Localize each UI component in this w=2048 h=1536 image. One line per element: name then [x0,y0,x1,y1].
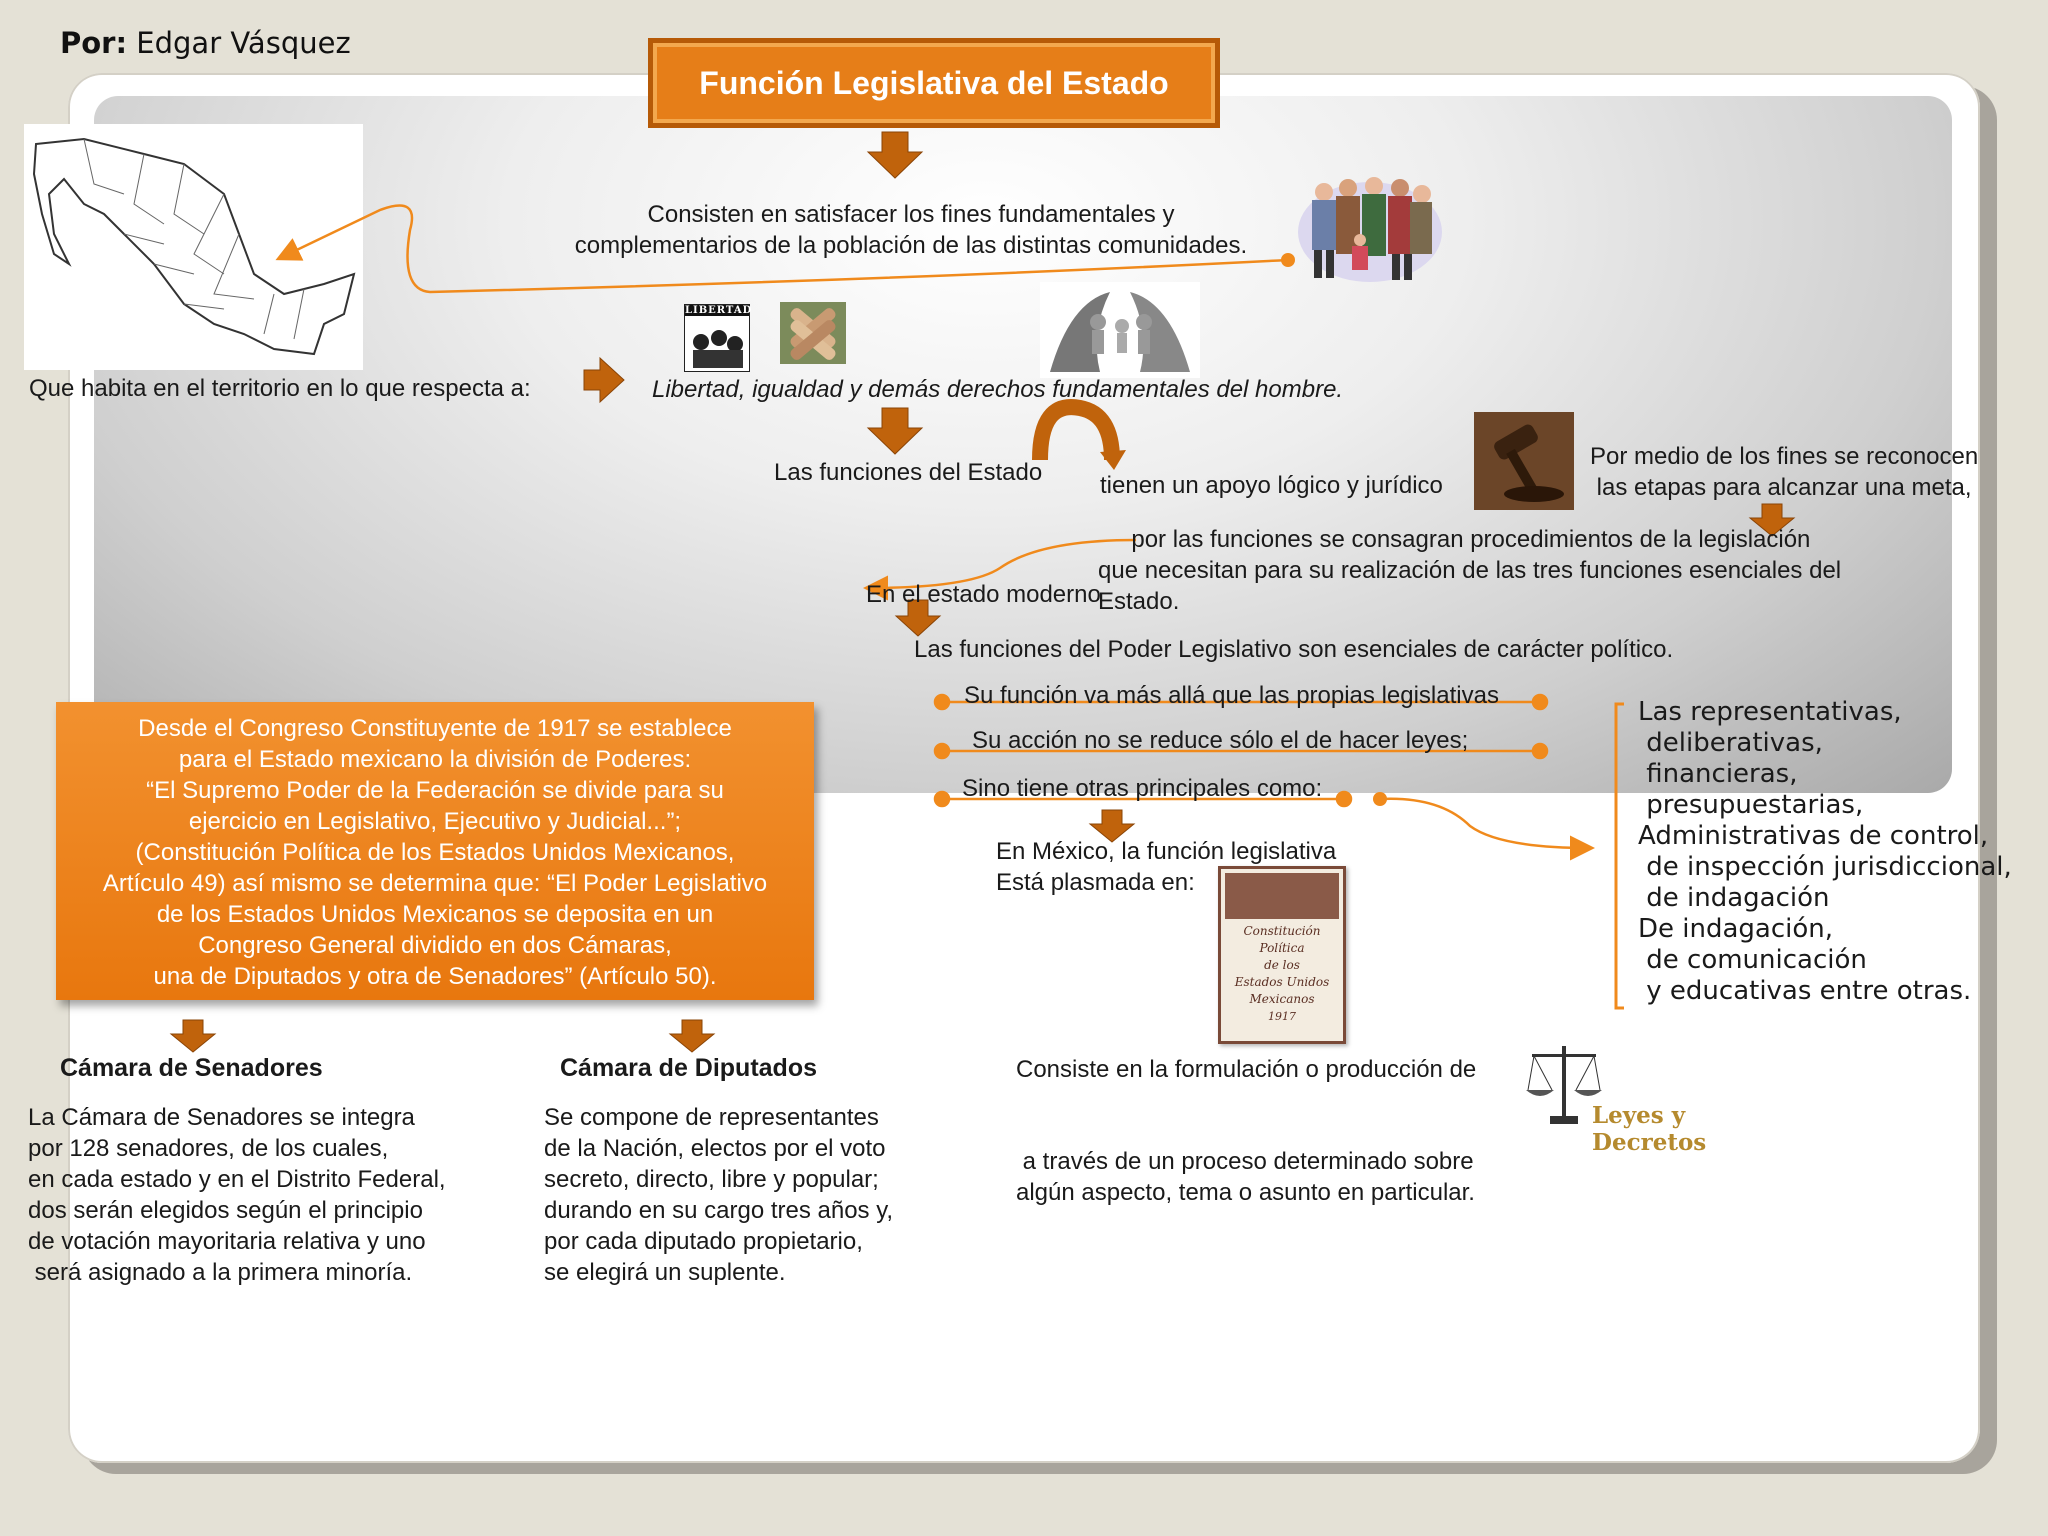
senate-text: La Cámara de Senadores se integra por 128 senadores, de los cuales, en cada estado y en el Distrito Federal, dos serán elegidos según el principio de votación mayoritaria relativa y uno será asignado a la primera minoría. [28,1104,446,1286]
point-2-text: Su acción no se reduce sólo el de hacer leyes; [972,727,1469,754]
modern-state-text: En el estado moderno [866,581,1101,608]
mexico-text: En México, la función legislativa Está plasmada en: [996,838,1337,896]
constitution-line-1: Constitución Política [1243,924,1321,955]
deputies-text: Se compone de representantes de la Nación, electos por el voto secreto, directo, libre y popular; durando en su cargo tres años y, por cada diputado propietario, se elegirá un suplente. [544,1104,894,1286]
deputies-heading: Cámara de Diputados [560,1054,818,1082]
down-arrow-deputies [670,1020,714,1052]
process-text: a través de un proceso determinado sobre algún aspecto, tema o asunto en particular. [1016,1148,1475,1206]
point-3-text: Sino tiene otras principales como: [962,775,1323,802]
down-arrow-rights [868,408,922,454]
territory-text: Que habita en el territorio en lo que respecta a: [29,375,531,402]
point-1-text: Su función va más allá que las propias legislativas [964,682,1499,709]
down-arrow-title [868,132,922,178]
constitution-line-5: 1917 [1268,1010,1296,1023]
laws-decrees-label: Leyes y Decretos [1592,1102,1707,1156]
constitution-line-3: Estados Unidos [1234,975,1330,989]
formulation-text: Consiste en la formulación o producción de [1016,1056,1477,1083]
down-arrow-senate [171,1020,215,1052]
constitution-line-4: Mexicanos [1249,992,1315,1006]
author-name: Edgar Vásquez [136,26,351,60]
right-arrow-territory [584,358,624,402]
intro-text: Consisten en satisfacer los fines fundamentales y complementarios de la población de las distintas comunidades. [574,201,1248,259]
author-label: Por: [60,26,128,60]
constitution-line-2: de los [1264,958,1300,972]
state-functions-text: Las funciones del Estado [774,459,1043,486]
legislative-power-text: Las funciones del Poder Legislativo son esenciales de carácter político. [914,636,1674,663]
page-title: Función Legislativa del Estado [699,64,1169,101]
senate-heading: Cámara de Senadores [60,1054,323,1082]
rights-text: Libertad, igualdad y demás derechos fundamentales del hombre. [652,376,1344,403]
functions-list: Las representativas, deliberativas, financieras, presupuestarias, Administrativas de control, de inspección jurisdiccional, de indagación De indagación, de comunicación y educativas entre otras. [1638,697,2012,1006]
procedures-text: por las funciones se consagran procedimientos de la legislación que necesitan para su realización de las tres funciones esenciales del Estado. [1098,526,1842,615]
functions-bracket [1616,704,1624,1008]
liberty-poster-label: LIBERTAD [685,305,753,316]
congress-box: Desde el Congreso Constituyente de 1917 se establece para el Estado mexicano la división de Poderes: “El Supremo Poder de la Federación se divide para su ejercicio en Legislativo, Ejecutivo y Judicial...”; (Constitución Política de los Estados Unidos Mexicanos, Artículo 49) así mismo se determina que: “El Poder Legislativo de los Estados Unidos Mexicanos se deposita en un Congreso General dividido en dos Cámaras, una de Diputados y otra de Senadores” (Artículo 50). [56,702,814,1000]
connector-to-list [1380,799,1590,848]
support-text: tienen un apoyo lógico y jurídico [1100,472,1443,499]
purposes-text: Por medio de los fines se reconocen las etapas para alcanzar una meta, [1590,443,1979,501]
